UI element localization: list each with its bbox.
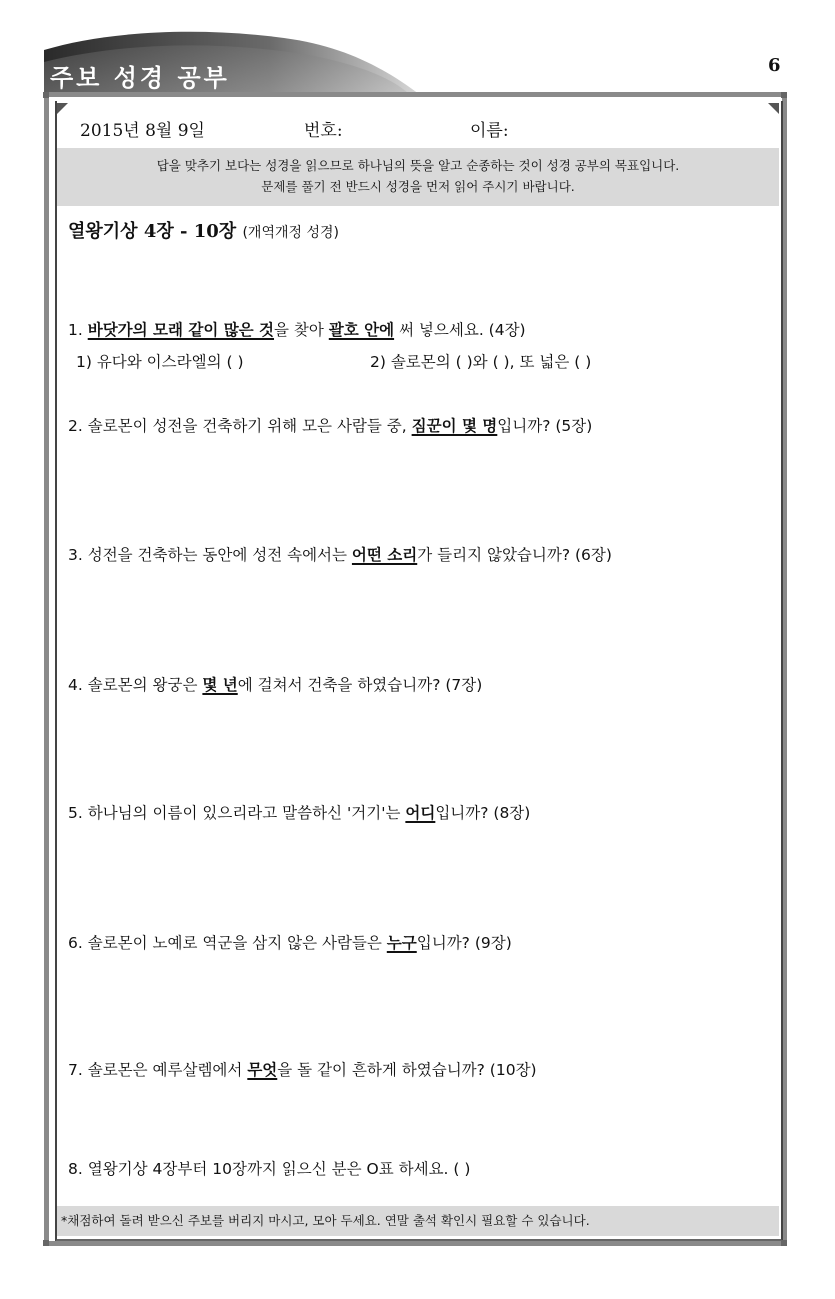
question-7 [68, 1058, 537, 1080]
frame-stud [43, 1240, 49, 1246]
header-title: 주보 성경 공부 [50, 64, 230, 92]
q1-key-2: 괄호 안에 [328, 321, 395, 339]
question-6 [68, 931, 512, 953]
q3-key: 어떤 소리 [351, 546, 418, 564]
q7-text-end: 을 돌 같이 흔하게 하였습니까? (10장) [277, 1061, 537, 1079]
q3-text-end: 가 들리지 않았습니까? (6장) [417, 546, 612, 564]
page-number: 6 [768, 55, 781, 76]
bible-version: (개역개정 성경) [242, 225, 339, 241]
q4-key: 몇 년 [202, 676, 238, 694]
frame-bottom-line [44, 1241, 786, 1246]
q2-text-end: 입니까? (5장) [497, 417, 593, 435]
frame-top-line [44, 92, 786, 97]
q1-number: 1. [68, 321, 88, 339]
q3-text: 3. 성전을 건축하는 동안에 성전 속에서는 [68, 546, 352, 564]
q1-text-mid: 을 찾아 [274, 321, 329, 339]
question-2 [68, 414, 592, 436]
reading-title [68, 217, 339, 243]
frame-stud [781, 1240, 787, 1246]
q1-key-1: 바닷가의 모래 같이 많은 것 [87, 321, 275, 339]
notice-line-2: 문제를 풀기 전 반드시 성경을 먼저 읽어 주시기 바랍니다. [261, 179, 575, 194]
q1-blank-1: 1) 유다와 이스라엘의 ( ) [76, 353, 244, 371]
q5-text-end: 입니까? (8장) [435, 804, 531, 822]
q2-text: 2. 솔로몬이 성전을 건축하기 위해 모은 사람들 중, [68, 417, 412, 435]
frame-stud [781, 92, 787, 98]
q1-blank-2: 2) 솔로몬의 ( )와 ( ), 또 넓은 ( ) [370, 353, 592, 371]
date-label: 2015년 8월 9일 [80, 121, 205, 141]
question-8: 8. 열왕기상 4장부터 10장까지 읽으신 분은 O표 하세요. ( ) [68, 1160, 471, 1178]
corner-ornament-left [57, 103, 68, 114]
q7-text: 7. 솔로몬은 예루살렘에서 [68, 1061, 248, 1079]
question-3 [68, 543, 612, 565]
q6-text: 6. 솔로몬이 노예로 역군을 삼지 않은 사람들은 [68, 934, 387, 952]
frame-stud [43, 92, 49, 98]
q6-key: 누구 [386, 934, 417, 952]
reading-range: 열왕기상 4장 - 10장 [68, 221, 237, 242]
frame-left-post [44, 92, 49, 1246]
q5-key: 어디 [405, 804, 436, 822]
q4-text: 4. 솔로몬의 왕궁은 [68, 676, 203, 694]
notice-box [57, 148, 779, 206]
question-5 [68, 801, 530, 823]
q7-key: 무엇 [247, 1061, 278, 1079]
q6-text-end: 입니까? (9장) [416, 934, 512, 952]
footer-note: *채점하여 돌려 받으신 주보를 버리지 마시고, 모아 두세요. 연말 출석 확인시 필요할 수 있습니다. [57, 1206, 779, 1236]
question-4 [68, 673, 482, 695]
q5-text: 5. 하나님의 이름이 있으리라고 말씀하신 '거기'는 [68, 804, 406, 822]
q1-text-end: 써 넣으세요. (4장) [394, 321, 526, 339]
name-label: 이름: [470, 121, 509, 141]
q2-key: 짐꾼이 몇 명 [411, 417, 498, 435]
number-label: 번호: [304, 121, 343, 141]
corner-ornament-right [768, 103, 779, 114]
question-1 [68, 318, 526, 340]
notice-line-1: 답을 맞추기 보다는 성경을 읽으므로 하나님의 뜻을 알고 순종하는 것이 성경 공부의 목표입니다. [156, 158, 680, 173]
q4-text-end: 에 걸쳐서 건축을 하였습니까? (7장) [237, 676, 483, 694]
